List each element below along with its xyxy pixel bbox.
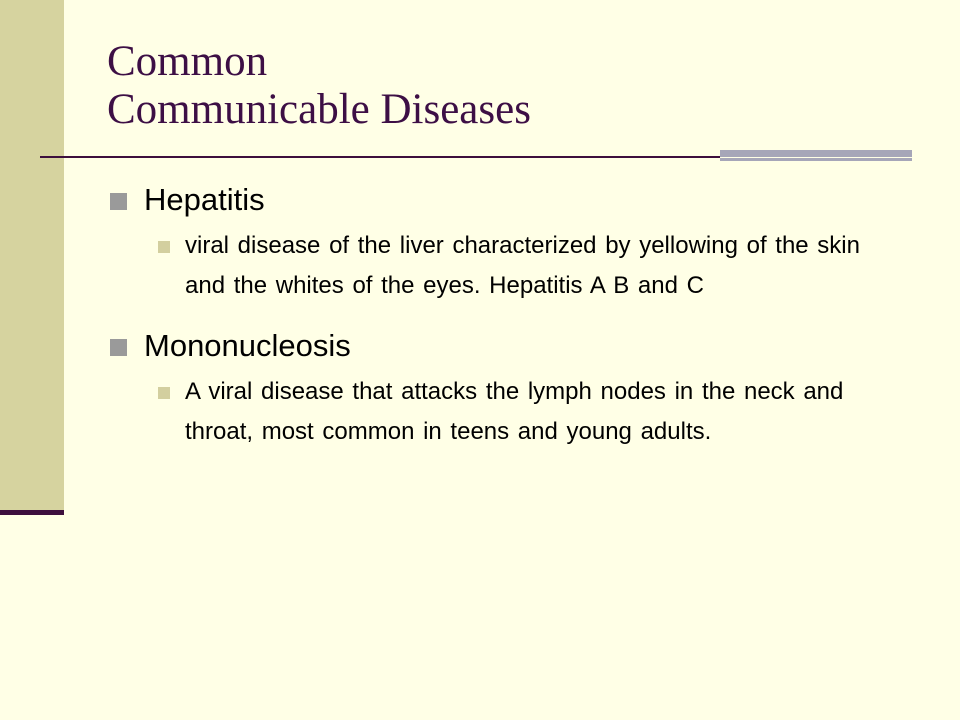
- square-bullet-icon: [158, 387, 170, 399]
- sub-bullet-hepatitis: [108, 226, 898, 306]
- title-divider-accent-line: [720, 158, 912, 161]
- left-accent-bar: [0, 0, 64, 510]
- left-accent-bar-underline: [0, 510, 64, 515]
- title-line-2: Communicable Diseases: [107, 86, 531, 133]
- square-bullet-icon: [110, 193, 127, 210]
- bullet-item-mononucleosis: [108, 326, 908, 366]
- slide-body: [108, 180, 908, 452]
- square-bullet-icon: [158, 241, 170, 253]
- title-divider-accent: [720, 150, 912, 157]
- bullet-heading: Hepatitis: [144, 182, 265, 217]
- sub-bullet-text: A viral disease that attacks the lymph nodes in the neck and throat, most common in teens and young adults.: [185, 378, 844, 445]
- square-bullet-icon: [110, 339, 127, 356]
- title-divider: [40, 156, 720, 158]
- sub-bullet-mononucleosis: [108, 372, 898, 452]
- bullet-item-hepatitis: [108, 180, 908, 220]
- bullet-heading: Mononucleosis: [144, 328, 351, 363]
- slide-title: [107, 38, 907, 134]
- sub-bullet-text: viral disease of the liver characterized by yellowing of the skin and the whites of the eyes. Hepatitis A B and C: [185, 232, 860, 299]
- title-line-1: Common: [107, 38, 268, 85]
